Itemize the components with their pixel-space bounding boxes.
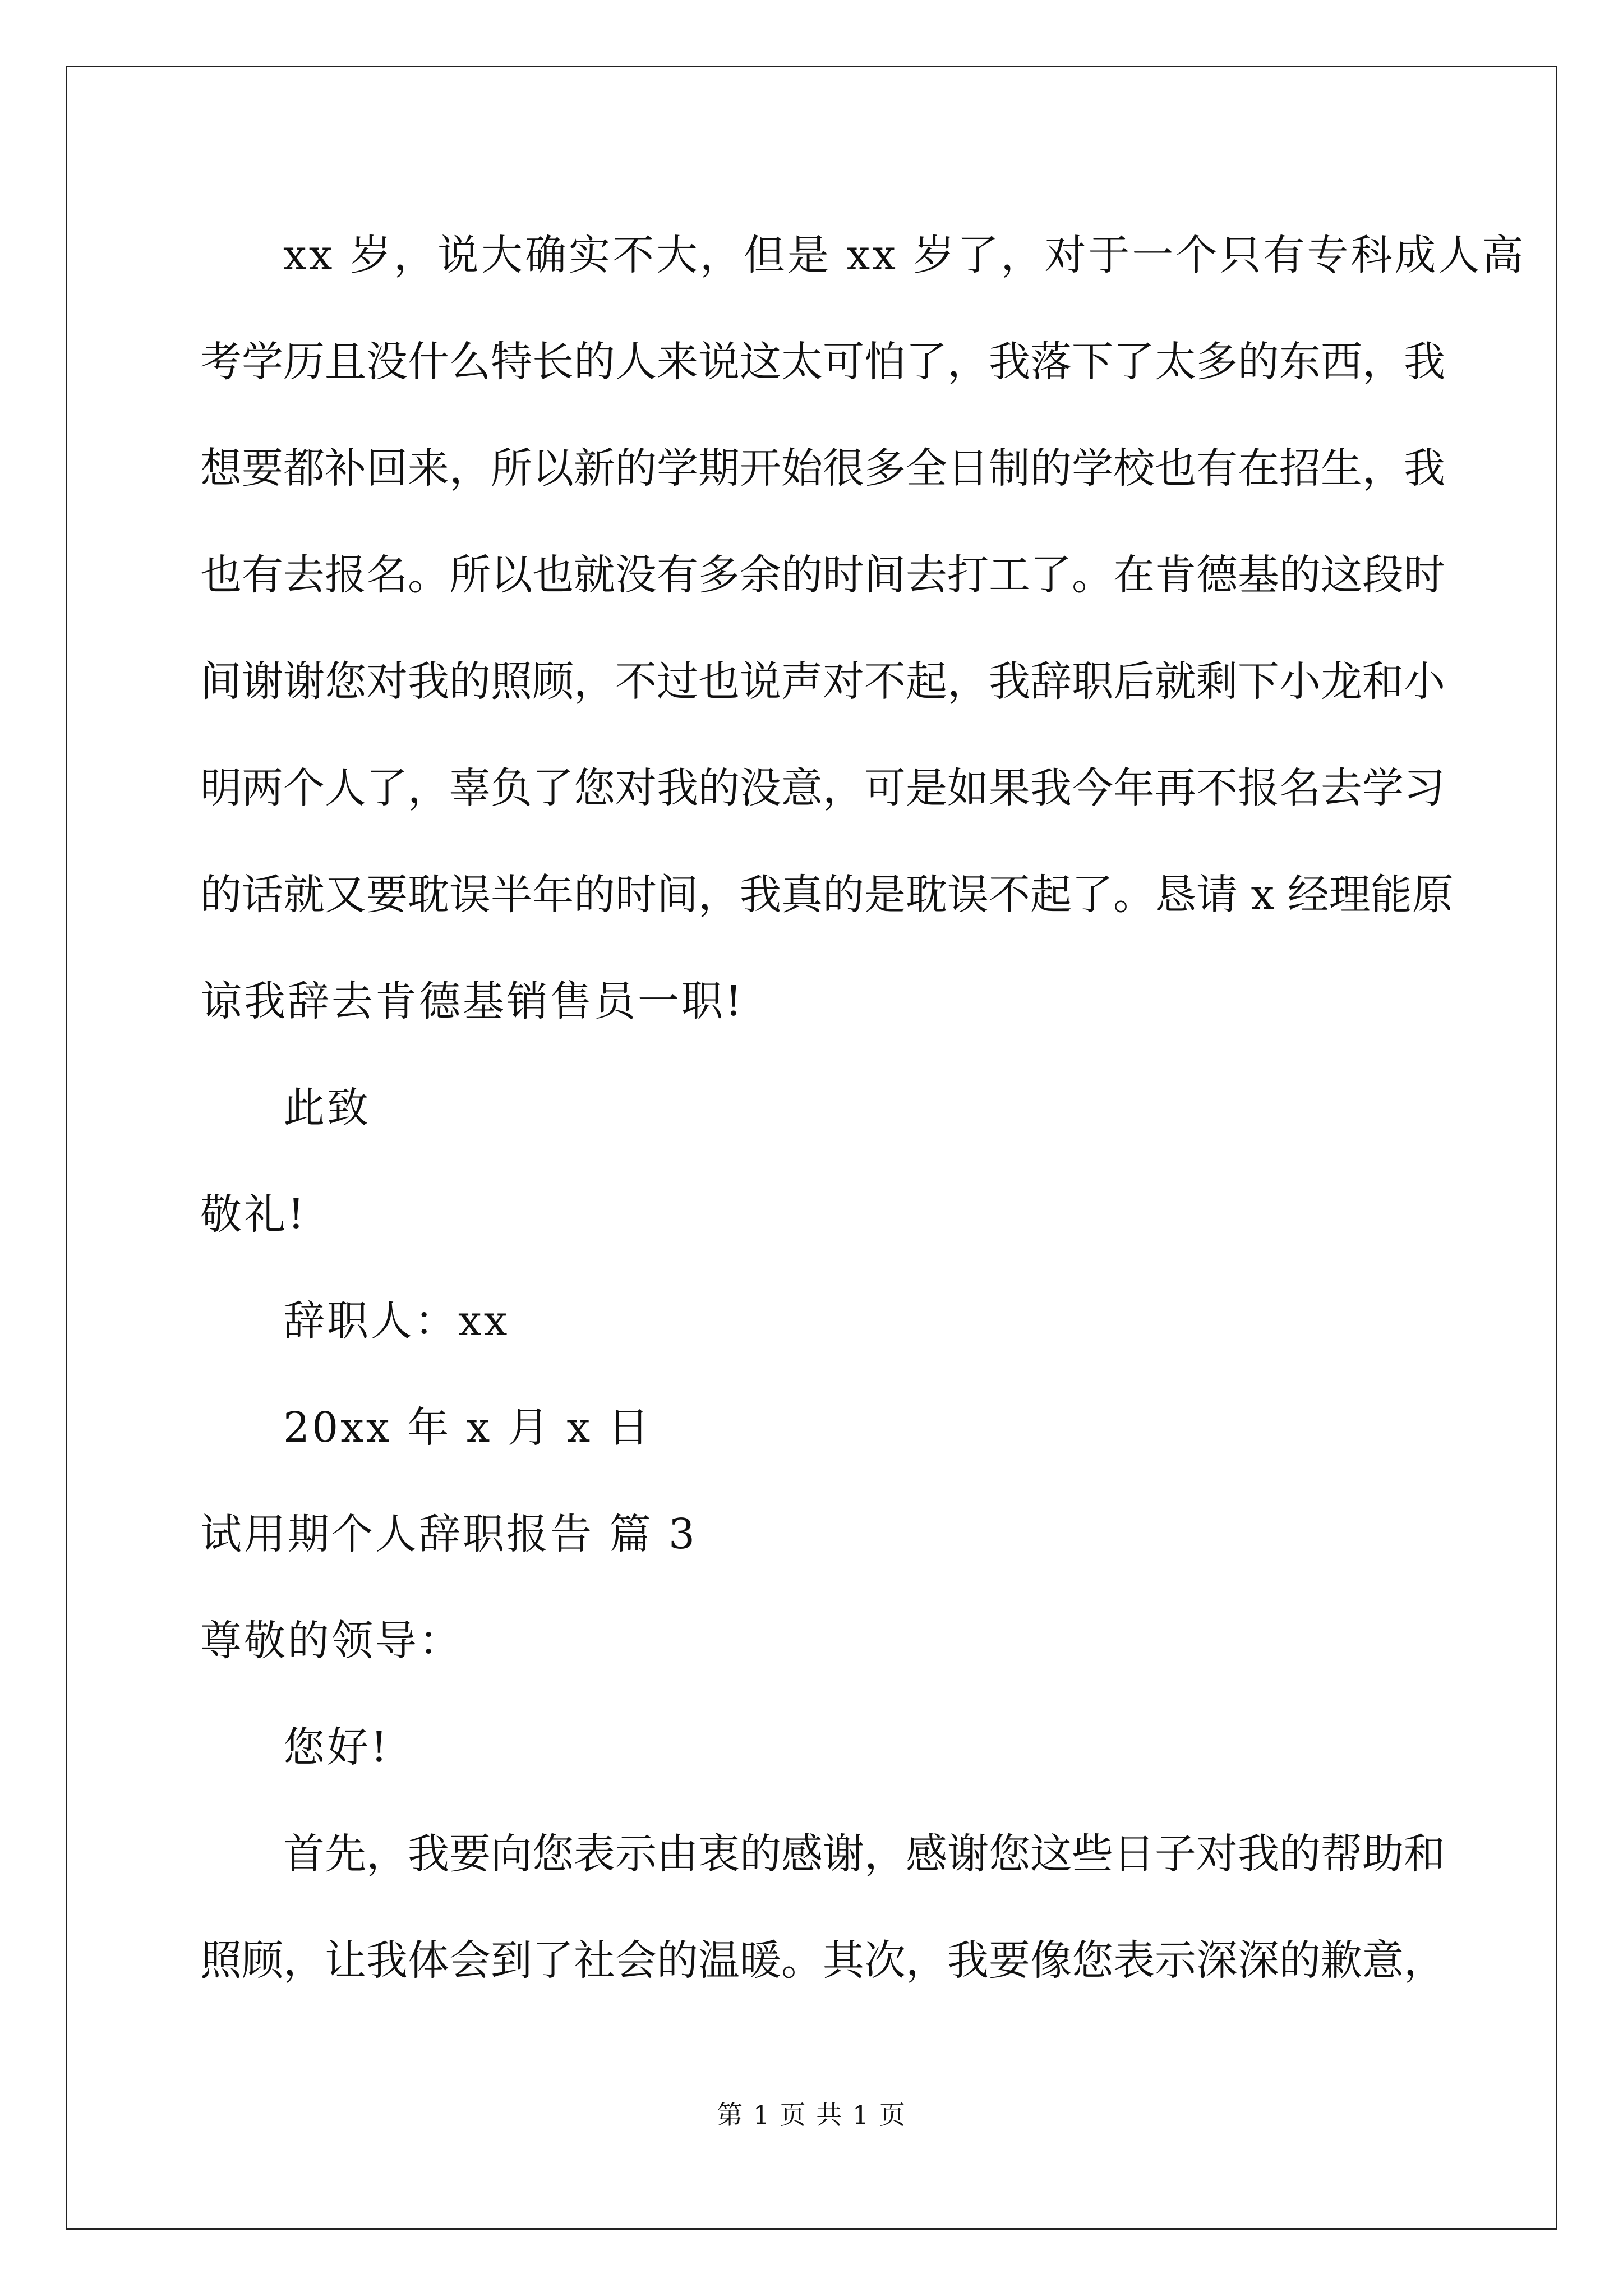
paragraph-1-line-5: 间谢谢您对我的照顾，不过也说声对不起，我辞职后就剩下小龙和小 [200, 657, 1445, 706]
signer-line: 辞职人：xx [283, 1297, 510, 1345]
paragraph-1-line-8: 谅我辞去肯德基销售员一职! [200, 977, 744, 1025]
closing-jingli: 敬礼! [200, 1190, 307, 1239]
salutation: 尊敬的领导： [200, 1617, 463, 1665]
paragraph-2-line-2: 照顾，让我体会到了社会的温暖。其次，我要像您表示深深的歉意， [200, 1936, 1445, 1985]
paragraph-1-line-1: xx 岁，说大确实不大，但是 xx 岁了，对于一个只有专科成人高 [283, 231, 1526, 279]
paragraph-1-line-6: 明两个人了，辜负了您对我的没意，可是如果我今年再不报名去学习 [200, 764, 1445, 812]
date-line: 20xx 年 x 月 x 日 [283, 1404, 652, 1452]
paragraph-1-line-7: 的话就又要耽误半年的时间，我真的是耽误不起了。恳请 x 经理能原 [200, 871, 1454, 919]
greeting: 您好! [283, 1723, 390, 1772]
closing-cizhi: 此致 [283, 1084, 371, 1132]
paragraph-1-line-3: 想要都补回来，所以新的学期开始很多全日制的学校也有在招生，我 [200, 444, 1445, 493]
paragraph-1-line-4: 也有去报名。所以也就没有多余的时间去打工了。在肯德基的这段时 [200, 551, 1445, 599]
page-footer: 第 1 页 共 1 页 [717, 2100, 906, 2130]
paragraph-1-line-2: 考学历且没什么特长的人来说这太可怕了，我落下了太多的东西，我 [200, 338, 1445, 386]
section-title: 试用期个人辞职报告 篇 3 [200, 1510, 698, 1558]
paragraph-2-line-1: 首先，我要向您表示由衷的感谢，感谢您这些日子对我的帮助和 [283, 1830, 1445, 1878]
